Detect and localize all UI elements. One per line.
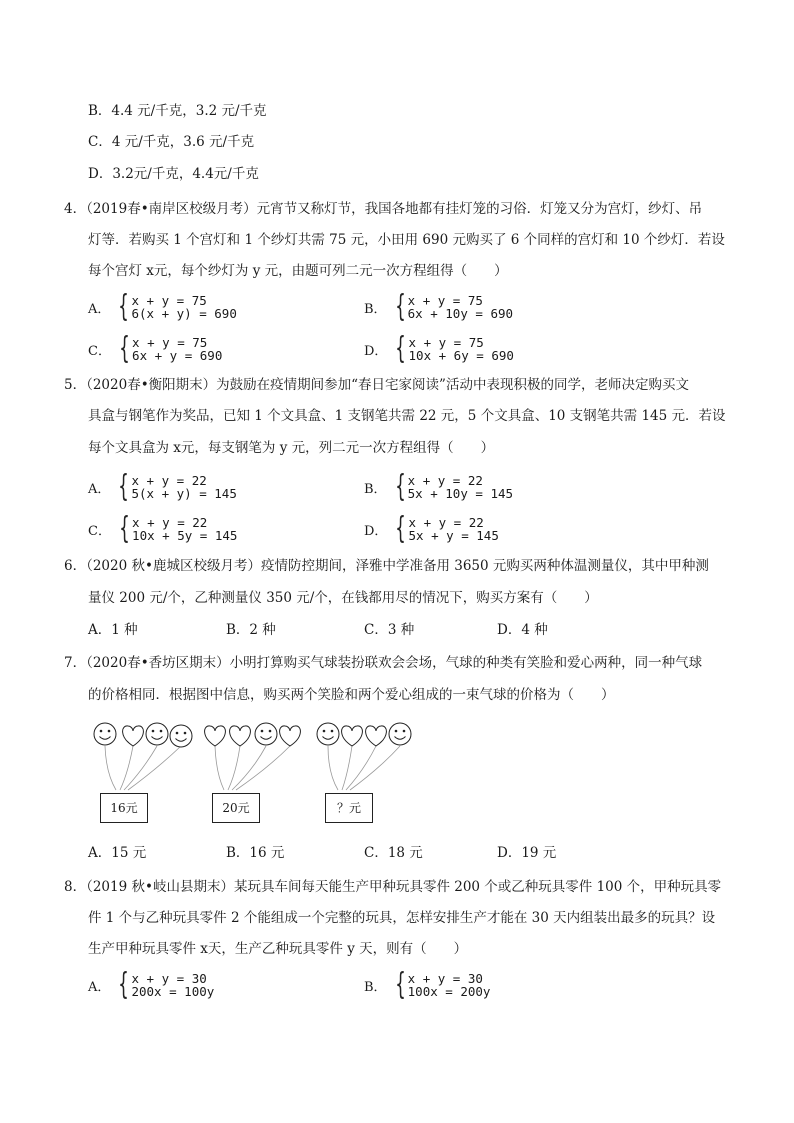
option-label: B． bbox=[364, 301, 387, 317]
option-label: B． bbox=[364, 481, 387, 497]
price-box-group2: 20元 bbox=[212, 793, 260, 823]
q5-text-line2: 具盒与钢笔作为奖品，已知 1 个文具盒、1 支钢笔共需 22 元，5 个文具盒、10 支钢笔共需 145 元．若设 bbox=[88, 408, 726, 424]
equation: 10x + 6y = 690 bbox=[408, 348, 514, 363]
equation: 5x + 10y = 145 bbox=[407, 486, 514, 501]
option-label: A． bbox=[88, 481, 111, 497]
equation: x + y = 22 bbox=[407, 473, 483, 488]
q5-option-b bbox=[364, 469, 514, 504]
equation: x + y = 22 bbox=[132, 515, 208, 530]
q6-option-a: A．1 种 bbox=[88, 622, 138, 638]
q8-option-b bbox=[364, 967, 491, 1002]
equation: 10x + 5y = 145 bbox=[132, 528, 238, 543]
q6-text-line1: 6．（2020 秋•鹿城区校级月考）疫情防控期间，泽雅中学准备用 3650 元购买两种体温测量仪，其中甲种测 bbox=[64, 558, 709, 574]
brace-icon: { bbox=[119, 511, 130, 546]
q4-text-line1: 4．（2019春•南岸区校级月考）元宵节又称灯节，我国各地都有挂灯笼的习俗．灯笼又分为宫灯，纱灯、吊 bbox=[64, 201, 703, 217]
equation: 200x = 100y bbox=[131, 984, 215, 999]
q7-option-a: A．15 元 bbox=[88, 845, 147, 861]
brace-icon: { bbox=[394, 967, 406, 1002]
option-label: C． bbox=[88, 343, 111, 359]
brace-icon: { bbox=[395, 511, 407, 546]
option-label: B． bbox=[364, 979, 387, 995]
q7-text-line2: 的价格相同．根据图中信息，购买两个笑脸和两个爱心组成的一束气球的价格为（ ） bbox=[88, 687, 615, 703]
q4-option-d bbox=[364, 331, 514, 366]
q4-option-a bbox=[88, 289, 237, 324]
q7-option-b: B．16 元 bbox=[226, 845, 285, 861]
q5-option-c bbox=[88, 511, 238, 546]
q6-option-b: B．2 种 bbox=[226, 622, 276, 638]
option-label: C． bbox=[88, 523, 111, 539]
option-label: D． bbox=[364, 343, 388, 359]
equation: x + y = 75 bbox=[131, 293, 207, 308]
brace-icon: { bbox=[118, 289, 130, 324]
brace-icon: { bbox=[394, 469, 406, 504]
q8-option-a bbox=[88, 967, 215, 1002]
equation: x + y = 75 bbox=[408, 335, 484, 350]
brace-icon: { bbox=[118, 469, 130, 504]
equation: 5(x + y) = 145 bbox=[131, 486, 237, 501]
q3-option-c: C．4 元/千克，3.6 元/千克 bbox=[88, 134, 255, 150]
q6-option-d: D．4 种 bbox=[497, 622, 548, 638]
brace-icon: { bbox=[394, 289, 406, 324]
q8-text-line2: 件 1 个与乙种玩具零件 2 个能组成一个完整的玩具，怎样安排生产才能在 30 天内组装出最多的玩具？设 bbox=[88, 910, 716, 926]
q8-text-line3: 生产甲种玩具零件 x天，生产乙种玩具零件 y 天，则有（ ） bbox=[88, 941, 468, 957]
equation: x + y = 22 bbox=[131, 473, 207, 488]
q3-option-d: D．3.2元/千克，4.4元/千克 bbox=[88, 166, 259, 182]
equation: x + y = 22 bbox=[408, 515, 484, 530]
equation: 6x + y = 690 bbox=[132, 348, 223, 363]
q4-option-c bbox=[88, 331, 223, 366]
q5-text-line3: 每个文具盒为 x元，每支钢笔为 y 元，列二元一次方程组得（ ） bbox=[88, 440, 495, 456]
equation: 6x + 10y = 690 bbox=[407, 306, 514, 321]
equation: 6(x + y) = 690 bbox=[131, 306, 237, 321]
q7-option-c: C．18 元 bbox=[364, 845, 423, 861]
equation: 100x = 200y bbox=[407, 984, 491, 999]
option-label: A． bbox=[88, 301, 111, 317]
option-label: A． bbox=[88, 979, 111, 995]
equation: x + y = 75 bbox=[132, 335, 208, 350]
brace-icon: { bbox=[119, 331, 130, 366]
q4-text-line2: 灯等．若购买 1 个宫灯和 1 个纱灯共需 75 元，小田用 690 元购买了 6 个同样的宫灯和 10 个纱灯．若设 bbox=[88, 232, 725, 248]
q5-text-line1: 5．（2020春•衡阳期末）为鼓励在疫情期间参加“春日宅家阅读”活动中表现积极的同学，老师决定购买文 bbox=[64, 377, 689, 393]
q5-option-d bbox=[364, 511, 499, 546]
option-label: D． bbox=[364, 523, 388, 539]
equation: x + y = 75 bbox=[407, 293, 483, 308]
brace-icon: { bbox=[118, 967, 130, 1002]
q3-option-b: B．4.4 元/千克，3.2 元/千克 bbox=[88, 103, 267, 119]
price-box-group3: ？元 bbox=[325, 793, 373, 823]
q7-text-line1: 7．（2020春•香坊区期末）小明打算购买气球装扮联欢会会场，气球的种类有笑脸和爱心两种，同一种气球 bbox=[64, 655, 703, 671]
q5-option-a bbox=[88, 469, 237, 504]
q6-text-line2: 量仪 200 元/个，乙种测量仪 350 元/个，在钱都用尽的情况下，购买方案有（ ） bbox=[88, 590, 598, 606]
q4-option-b bbox=[364, 289, 514, 324]
q7-option-d: D．19 元 bbox=[497, 845, 557, 861]
equation: x + y = 30 bbox=[407, 971, 483, 986]
price-box-group1: 16元 bbox=[100, 793, 148, 823]
equation: 5x + y = 145 bbox=[408, 528, 499, 543]
q8-text-line1: 8．（2019 秋•岐山县期末）某玩具车间每天能生产甲种玩具零件 200 个或乙种玩具零件 100 个，甲种玩具零 bbox=[64, 879, 722, 895]
equation: x + y = 30 bbox=[131, 971, 207, 986]
q4-text-line3: 每个宫灯 x元，每个纱灯为 y 元，由题可列二元一次方程组得（ ） bbox=[88, 263, 508, 279]
q6-option-c: C．3 种 bbox=[364, 622, 415, 638]
brace-icon: { bbox=[395, 331, 407, 366]
